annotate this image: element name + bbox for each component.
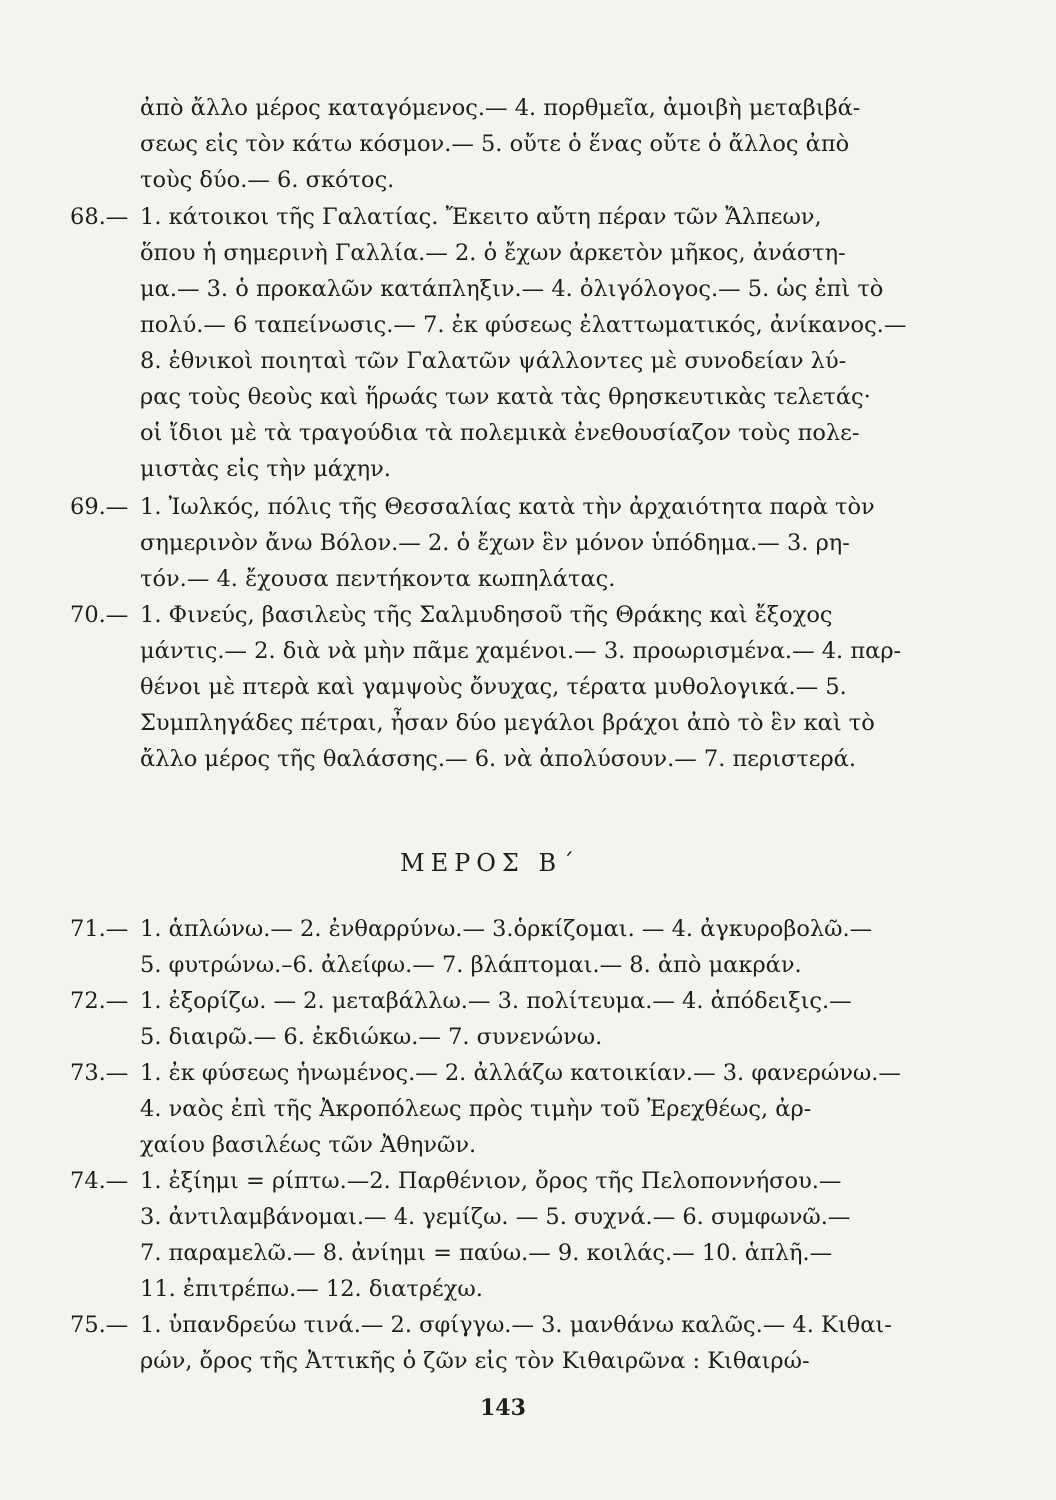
entry-number: 74.— <box>70 1168 129 1194</box>
text-line: θένοι μὲ πτερὰ καὶ γαμψοὺς ὄνυχας, τέρατα μυθολογικά.— 5. <box>140 674 847 700</box>
text-line: 3. ἀντιλαμβάνομαι.— 4. γεμίζω. — 5. συχνά.— 6. συμφωνῶ.— <box>140 1204 851 1230</box>
text-line: 70.— 1. Φινεύς, βασιλεὺς τῆς Σαλμυδησοῦ τῆς Θράκης καὶ ἔξοχος <box>70 597 930 633</box>
entry-number: 69.— <box>70 494 129 520</box>
entry-72 <box>70 983 930 1055</box>
entry-70 <box>70 597 930 777</box>
text-line: σεως εἰς τὸν κάτω κόσμον.— 5. οὔτε ὁ ἕνας οὔτε ὁ ἄλλος ἀπὸ <box>140 131 850 157</box>
text-line: 5. διαιρῶ.— 6. ἐκδιώκω.— 7. συνενώνω. <box>140 1024 603 1050</box>
entry-number: 72.— <box>70 988 129 1014</box>
text-line: 73.— 1. ἐκ φύσεως ἡνωμένος.— 2. ἀλλάζω κατοικίαν.— 3. φανερώνω.— <box>70 1055 930 1091</box>
text-line: 72.— 1. ἐξορίζω. — 2. μεταβάλλω.— 3. πολίτευμα.— 4. ἀπόδειξις.— <box>70 983 930 1019</box>
text-line: 11. ἐπιτρέπω.— 12. διατρέχω. <box>140 1276 483 1302</box>
text-line: μιστὰς εἰς τὴν μάχην. <box>140 456 391 482</box>
text-line: οἱ ἴδιοι μὲ τὰ τραγούδια τὰ πολεμικὰ ἐνεθουσίαζον τοὺς πολε- <box>140 420 860 446</box>
text-line: 5. φυτρώνω.–6. ἀλείφω.— 7. βλάπτομαι.— 8. ἀπὸ μακράν. <box>140 952 802 978</box>
text-line: τοὺς δύο.— 6. σκότος. <box>140 167 395 193</box>
section-title: ΜΕΡΟΣ Β΄ <box>400 849 581 877</box>
text-line: τόν.— 4. ἔχουσα πεντήκοντα κωπηλάτας. <box>140 566 616 592</box>
text-line: μα.— 3. ὁ προκαλῶν κατάπληξιν.— 4. ὀλιγόλογος.— 5. ὡς ἐπὶ τὸ <box>140 276 884 302</box>
text-line: σημερινὸν ἄνω Βόλον.— 2. ὁ ἔχων ἓν μόνον ὑπόδημα.— 3. ρη- <box>140 530 850 556</box>
text-line: 7. παραμελῶ.— 8. ἀνίημι = παύω.— 9. κοιλάς.— 10. ἁπλῆ.— <box>140 1240 833 1266</box>
entry-69 <box>70 489 930 597</box>
entry-74 <box>70 1163 930 1307</box>
entry-71 <box>70 911 930 983</box>
intro-paragraph <box>70 90 930 198</box>
text-line: Συμπληγάδες πέτραι, ἦσαν δύο μεγάλοι βράχοι ἀπὸ τὸ ἓν καὶ τὸ <box>140 710 875 736</box>
entry-75 <box>70 1307 930 1379</box>
text-line: ἀπὸ ἄλλο μέρος καταγόμενος.— 4. πορθμεῖα, ἀμοιβὴ μεταβιβά- <box>140 95 861 121</box>
text-line: 75.— 1. ὑπανδρεύω τινά.— 2. σφίγγω.— 3. μανθάνω καλῶς.— 4. Κιθαι- <box>70 1307 930 1343</box>
text-line: 4. ναὸς ἐπὶ τῆς Ἀκροπόλεως πρὸς τιμὴν τοῦ Ἐρεχθέως, ἀρ- <box>140 1096 812 1122</box>
text-line: μάντις.— 2. διὰ νὰ μὴν πᾶμε χαμένοι.— 3. προωρισμένα.— 4. παρ- <box>140 638 902 664</box>
text-line: χαίου βασιλέως τῶν Ἀθηνῶν. <box>140 1132 477 1158</box>
text-line: 74.— 1. ἐξίημι = ρίπτω.—2. Παρθένιον, ὄρος τῆς Πελοποννήσου.— <box>70 1163 930 1199</box>
entry-number: 70.— <box>70 602 129 628</box>
entry-68 <box>70 199 930 487</box>
text-line: 69.— 1. Ἰωλκός, πόλις τῆς Θεσσαλίας κατὰ τὴν ἀρχαιότητα παρὰ τὸν <box>70 489 930 525</box>
text-line: 71.— 1. ἁπλώνω.— 2. ἐνθαρρύνω.— 3.ὁρκίζομαι. — 4. ἀγκυροβολῶ.— <box>70 911 930 947</box>
text-line: ρών, ὄρος τῆς Ἀττικῆς ὁ ζῶν εἰς τὸν Κιθαιρῶνα : Κιθαιρώ- <box>140 1348 810 1374</box>
entry-number: 75.— <box>70 1312 129 1338</box>
text-line: 8. ἐθνικοὶ ποιηταὶ τῶν Γαλατῶν ψάλλοντες μὲ συνοδείαν λύ- <box>140 348 847 374</box>
text-line: ὅπου ἡ σημερινὴ Γαλλία.— 2. ὁ ἔχων ἀρκετὸν μῆκος, ἀνάστη- <box>140 240 846 266</box>
entry-number: 68.— <box>70 204 129 230</box>
entry-number: 73.— <box>70 1060 129 1086</box>
text-line: πολύ.— 6 ταπείνωσις.— 7. ἐκ φύσεως ἐλαττωματικός, ἀνίκανος.— <box>140 312 907 338</box>
text-line: ρας τοὺς θεοὺς καὶ ἥρωάς των κατὰ τὰς θρησκευτικὰς τελετάς· <box>140 384 871 410</box>
entry-number: 71.— <box>70 916 129 942</box>
text-line: 68.— 1. κάτοικοι τῆς Γαλατίας. Ἔκειτο αὔτη πέραν τῶν Ἄλπεων, <box>70 199 930 235</box>
text-line: ἄλλο μέρος τῆς θαλάσσης.— 6. νὰ ἀπολύσουν.— 7. περιστερά. <box>140 746 857 772</box>
page-number: 143 <box>480 1395 526 1421</box>
entry-73 <box>70 1055 930 1163</box>
